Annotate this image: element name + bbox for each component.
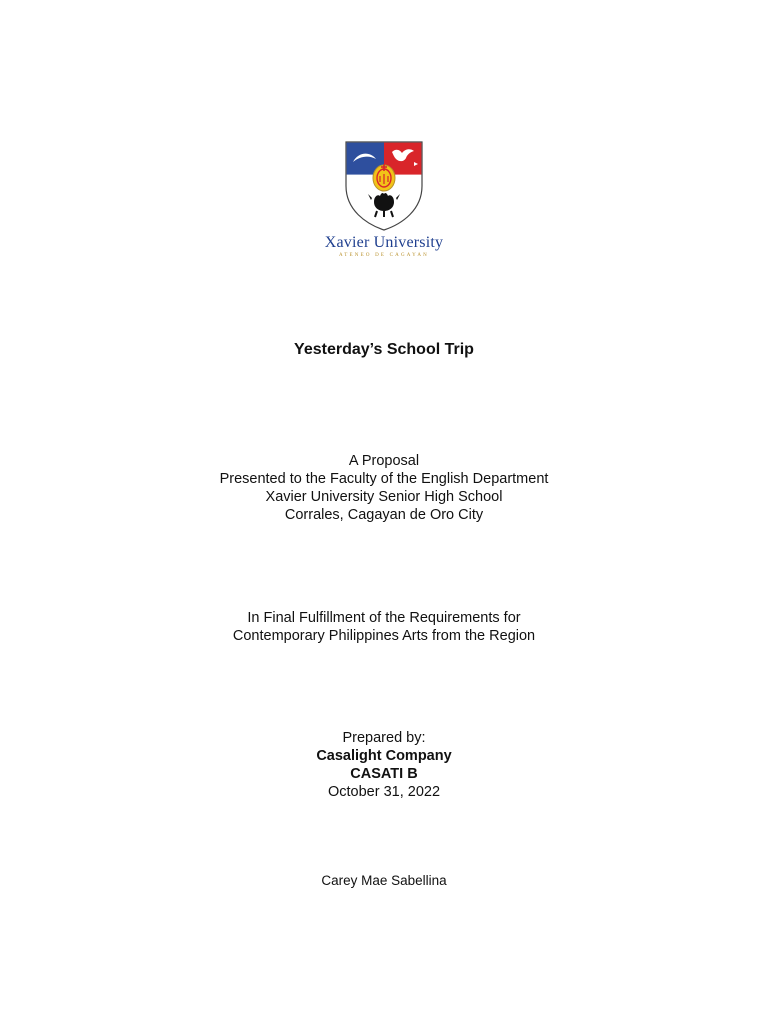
- school-name: Xavier University Senior High School: [265, 489, 503, 505]
- company-name: Casalight Company: [316, 748, 452, 764]
- university-logo: [0, 140, 768, 259]
- section-name: CASATI B: [350, 766, 418, 782]
- university-subtitle: ATENEO DE CAGAYAN: [339, 253, 429, 258]
- school-address: Corrales, Cagayan de Oro City: [284, 507, 484, 523]
- prepared-block: [0, 729, 768, 801]
- author-name: Carey Mae Sabellina: [321, 873, 447, 888]
- university-name: Xavier University: [324, 234, 444, 251]
- proposal-label: A Proposal: [348, 453, 420, 469]
- fulfillment-block: [0, 609, 768, 645]
- date: October 31, 2022: [327, 784, 441, 800]
- fulfillment-line: In Final Fulfillment of the Requirements for: [247, 610, 521, 626]
- course-name: Contemporary Philippines Arts from the Region: [232, 628, 536, 644]
- presented-to: Presented to the Faculty of the English Department: [219, 471, 549, 487]
- university-crest-icon: [344, 140, 424, 232]
- document-title: Yesterday’s School Trip: [294, 341, 474, 358]
- proposal-block: [0, 452, 768, 524]
- prepared-by-label: Prepared by:: [342, 730, 426, 746]
